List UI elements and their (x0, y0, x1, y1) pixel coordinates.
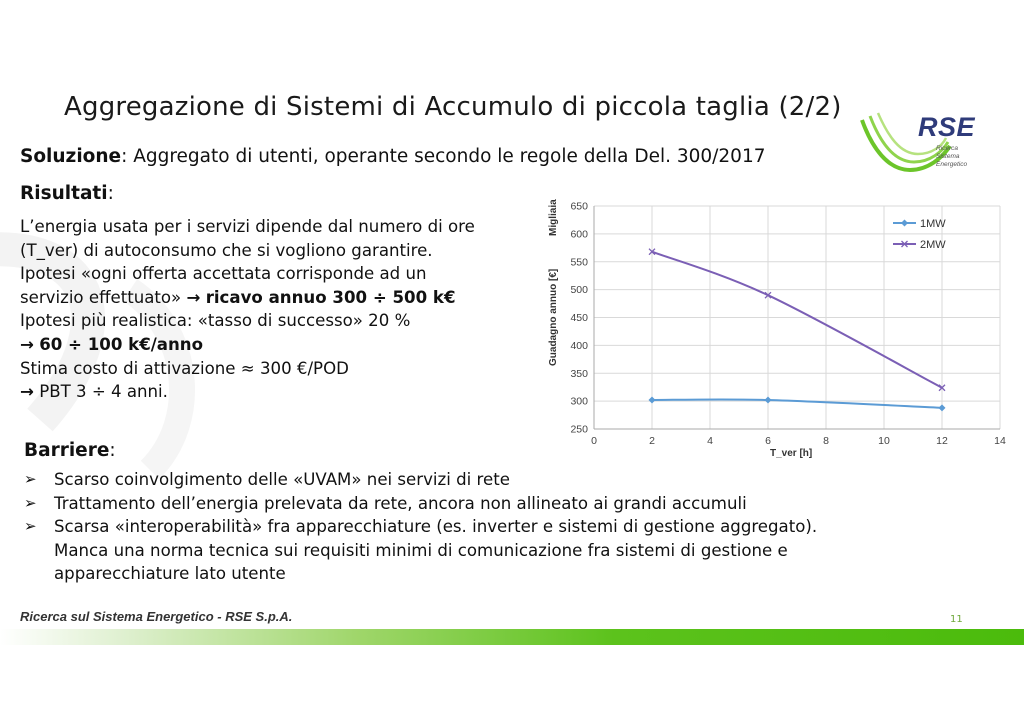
x-tick-label: 10 (878, 435, 890, 447)
y-tick-label: 550 (570, 256, 588, 269)
x-axis-label: T_ver [h] (770, 448, 813, 459)
y-axis-unit-label: Migliaia (548, 199, 559, 236)
results-line: Ipotesi più realistica: «tasso di successo» 20 % (20, 311, 411, 331)
results-line-part: PBT 3 ÷ 4 anni. (39, 382, 168, 402)
results-line: Stima costo di attivazione ≈ 300 €/POD (20, 358, 349, 378)
footer-text: Ricerca sul Sistema Energetico - RSE S.p.A. (20, 609, 293, 624)
arrow-bullet-icon: ➢ (24, 493, 37, 512)
x-tick-label: 8 (823, 435, 829, 447)
data-point (765, 397, 772, 404)
barrier-text: Manca una norma tecnica sui requisiti minimi di comunicazione fra sistemi di gestione e (54, 540, 788, 560)
data-point (649, 397, 656, 404)
barriers-list (24, 468, 1014, 586)
subtitle (20, 146, 766, 167)
results-line (20, 380, 540, 404)
barrier-text: Trattamento dell’energia prelevata da rete, ancora non allineato ai grandi accumuli (54, 493, 747, 513)
x-tick-label: 0 (591, 435, 597, 447)
arrow-icon: → (20, 382, 34, 402)
y-tick-label: 650 (570, 200, 588, 213)
x-tick-label: 6 (765, 435, 771, 447)
x-tick-label: 2 (649, 435, 655, 447)
results-line: Ipotesi «ogni offerta accettata corrisponde ad un (20, 264, 427, 284)
barriers-heading-label: Barriere (24, 440, 110, 461)
list-item (24, 468, 1014, 492)
data-point (939, 404, 946, 411)
results-heading: Risultati: (20, 183, 114, 204)
chart-series (649, 249, 946, 412)
results-line: L’energia usata per i servizi dipende dal numero di ore (20, 217, 475, 236)
x-tick-label: 12 (936, 435, 948, 447)
y-tick-label: 450 (570, 312, 588, 324)
logo-subtext (936, 145, 976, 169)
y-tick-label: 350 (570, 367, 588, 380)
x-tick-label: 14 (994, 435, 1006, 447)
results-highlight: 60 ÷ 100 k€/anno (39, 334, 204, 354)
arrow-bullet-icon: ➢ (24, 517, 37, 536)
gain-chart (538, 196, 1010, 466)
results-line: (T_ver) di autoconsumo che si vogliono garantire. (20, 240, 433, 260)
y-axis-label: Guadagno annuo [€] (548, 268, 559, 366)
subtitle-label: Soluzione (20, 146, 122, 167)
barrier-text: Scarsa «interoperabilità» fra apparecchiature (es. inverter e sistemi di gestione aggregato). (54, 517, 818, 537)
subtitle-text: : Aggregato di utenti, operante secondo le regole della Del. 300/2017 (121, 146, 766, 167)
results-line-part: servizio effettuato» (20, 287, 182, 307)
results-line (20, 333, 540, 357)
results-highlight: ricavo annuo 300 ÷ 500 k€ (205, 287, 456, 307)
list-item (24, 515, 1014, 586)
arrow-icon: → (186, 287, 201, 307)
barrier-text: Scarso coinvolgimento delle «UVAM» nei servizi di rete (54, 470, 510, 489)
arrow-bullet-icon: ➢ (24, 470, 37, 488)
chart-legend (893, 218, 946, 251)
slide-title: Aggregazione di Sistemi di Accumulo di piccola taglia (2/2) (64, 92, 842, 122)
list-item (24, 492, 1014, 516)
y-tick-label: 300 (570, 395, 588, 408)
footer-bar (0, 629, 1024, 645)
barriers-heading: Barriere: (24, 440, 116, 461)
arrow-icon: → (20, 334, 34, 354)
legend-label: 1MW (920, 218, 946, 230)
x-tick-label: 4 (707, 435, 713, 447)
legend-label: 2MW (920, 239, 946, 251)
results-line (20, 286, 540, 310)
chart-axes (570, 201, 1006, 448)
results-heading-label: Risultati (20, 183, 108, 204)
y-tick-label: 600 (570, 228, 588, 241)
logo-sub-line: Energetico (936, 161, 968, 168)
barrier-text: apparecchiature lato utente (54, 564, 286, 584)
page-number: 11 (950, 614, 963, 625)
results-text (20, 215, 540, 404)
logo-sub-line: Sistema (936, 153, 960, 160)
series-line-2MW (652, 252, 942, 388)
y-tick-label: 400 (570, 339, 588, 352)
logo-sub-line: Ricerca (936, 145, 959, 152)
logo-text: RSE (918, 112, 976, 142)
y-tick-label: 500 (570, 284, 588, 297)
data-point (901, 220, 908, 227)
y-tick-label: 250 (570, 423, 588, 436)
